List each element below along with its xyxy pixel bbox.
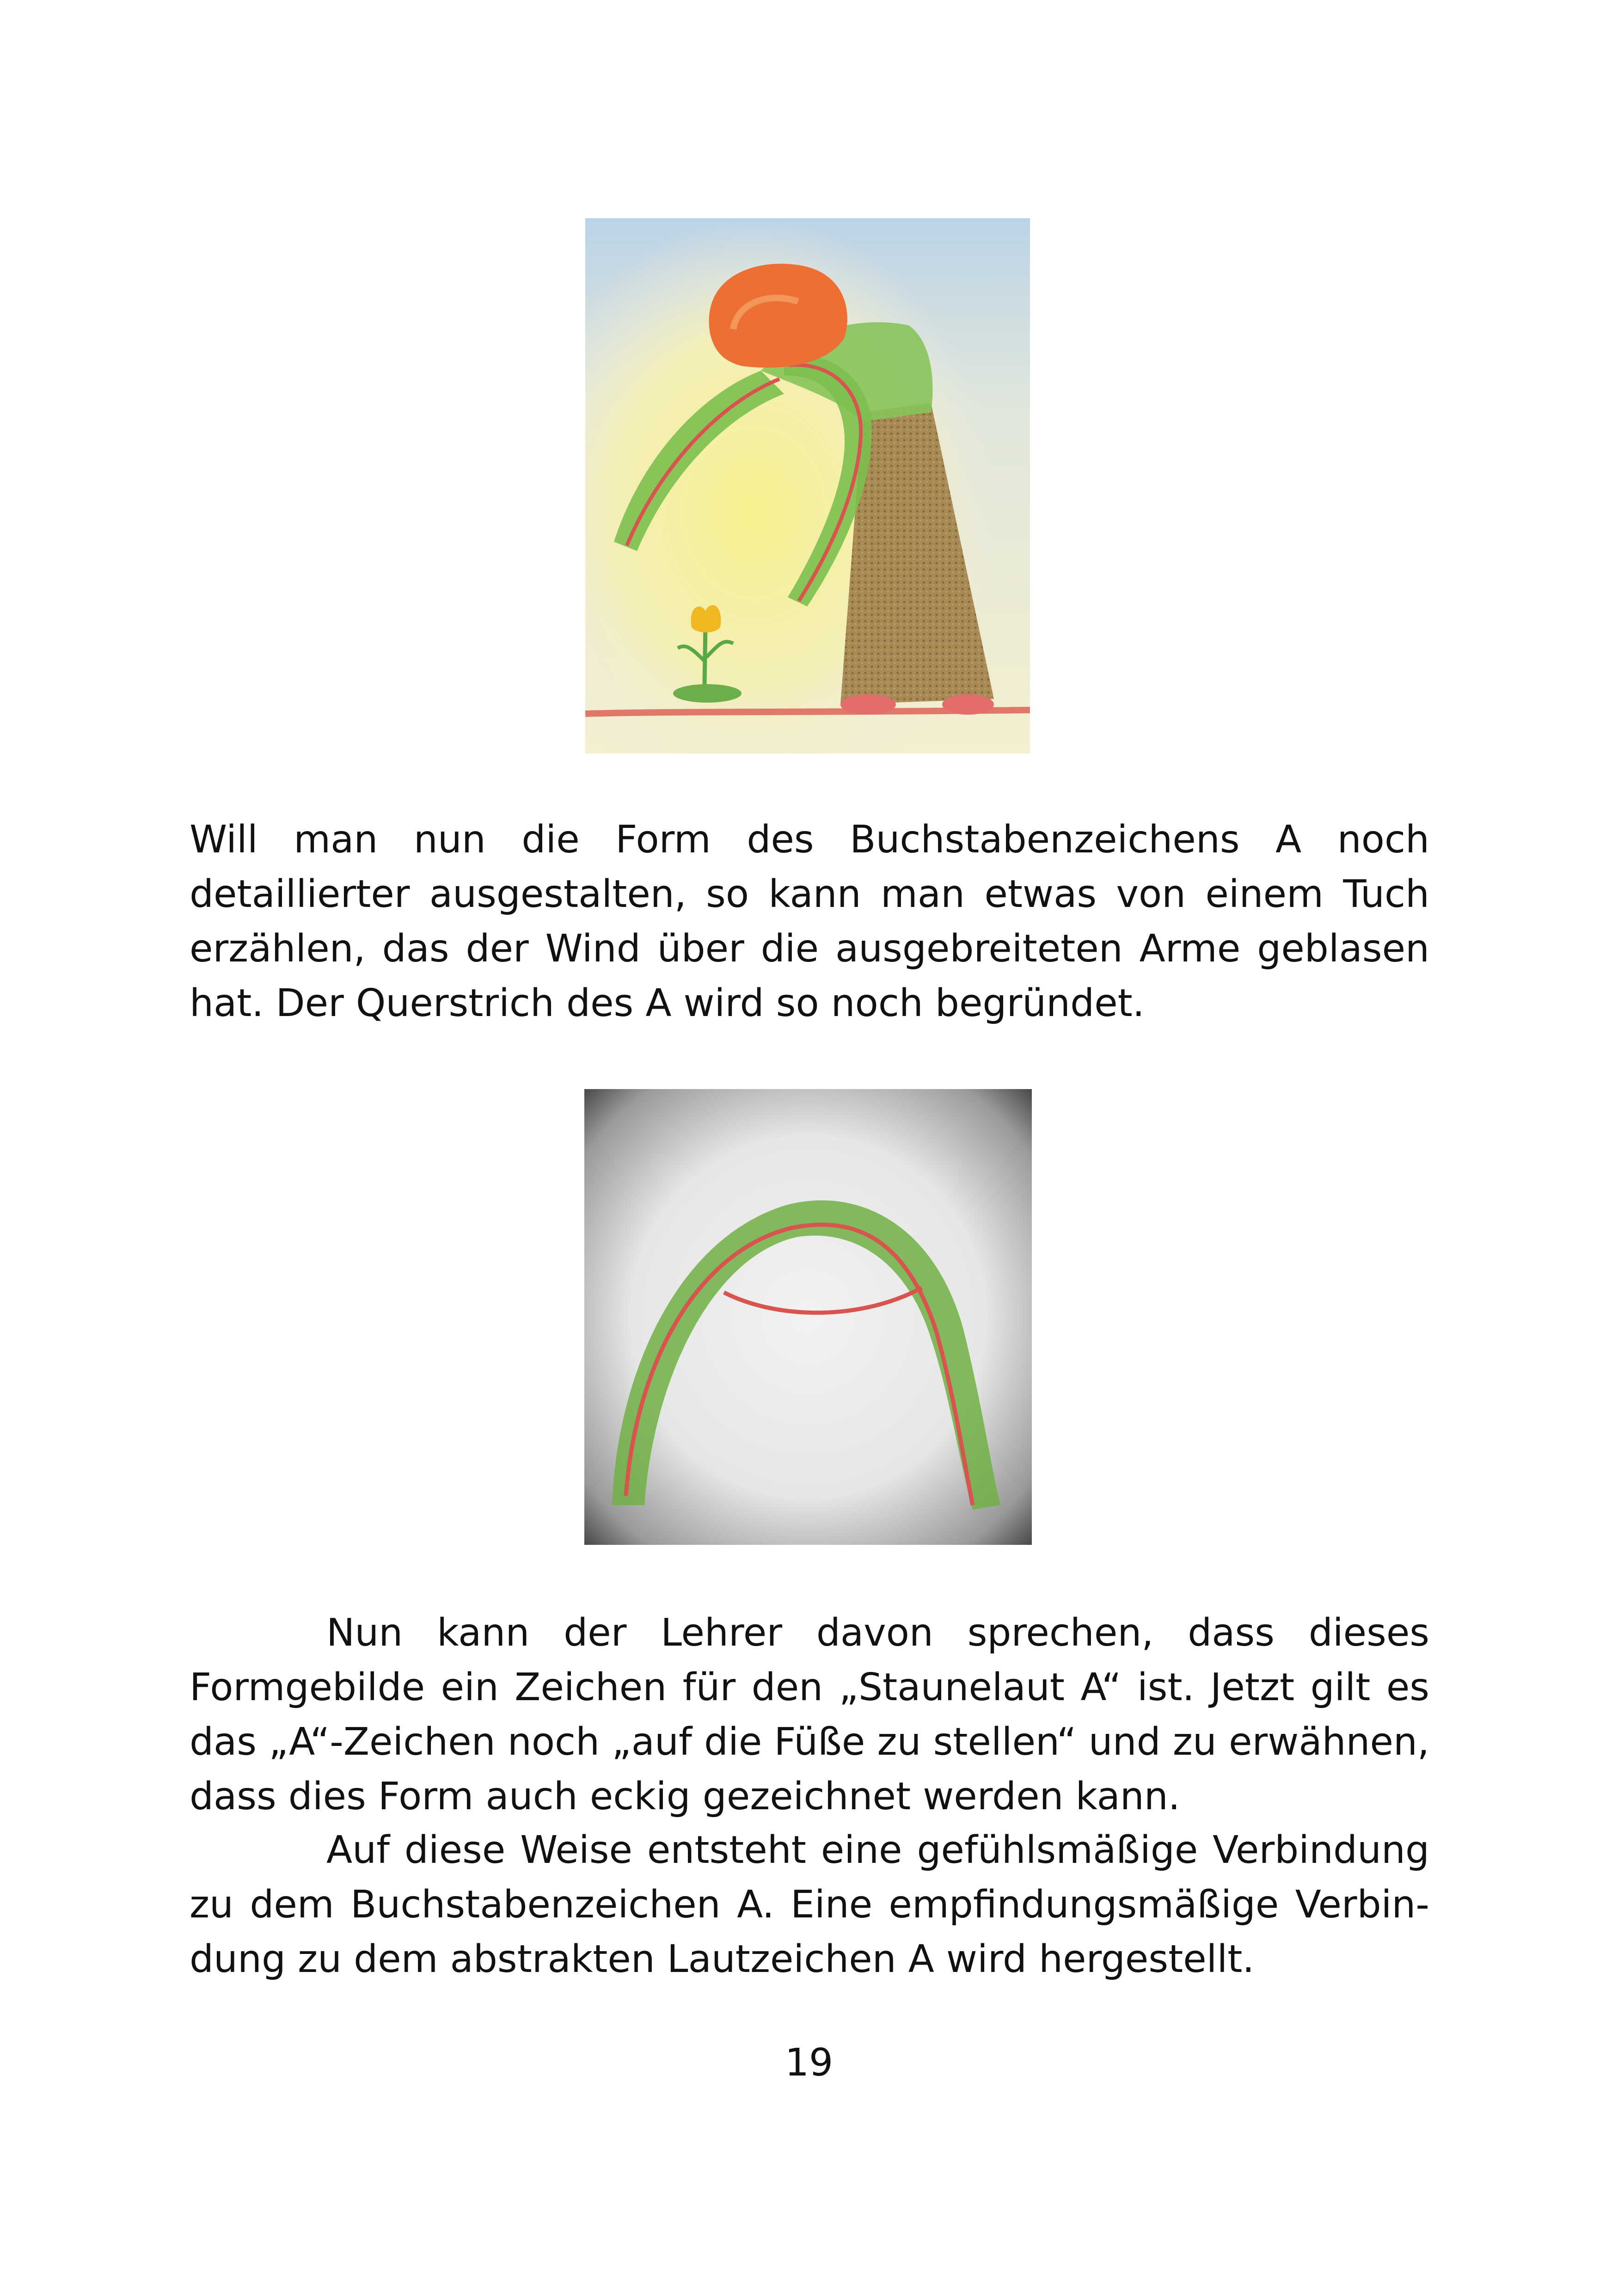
letter-a-arch-drawing-icon [584, 1089, 1032, 1545]
paragraph-text: Will man nun die Form des Buchstabenzeichens A noch detaillierter ausgestalten, so kann man etwas von einem Tuch erzählen, das der Wind über die ausgebreiteten Arme geblasen hat. Der Querstrich des A wird so noch begründet. [190, 818, 1429, 1025]
figure-letter-a-drawing [584, 1089, 1032, 1545]
paragraph-text: Nun kann der Lehrer davon sprechen, dass dieses Formgebilde ein Zeichen für den „Staunelaut A“ ist. Jetzt gilt es das „A“-Zeichen noch „auf die Füße zu stellen“ und zu erwähnen, dass dies Form auch eckig gezeichnet werden kann. [190, 1611, 1429, 1818]
child-drawing-bending-figure-with-flower-icon [585, 218, 1030, 753]
paragraph-1 [190, 813, 1429, 1031]
paragraph-3 [190, 1823, 1429, 1987]
figure-bending-child-drawing [585, 218, 1030, 753]
paragraph-text: Auf diese Weise entsteht eine gefühlsmäßige Verbindung zu dem Buchstabenzeichen A. Eine empfindungsmäßige Verbindung zu dem abstrakten Lautzeichen A wird hergestellt. [190, 1828, 1429, 1981]
page-number: 19 [784, 2041, 834, 2085]
paragraph-2 [190, 1606, 1429, 1824]
